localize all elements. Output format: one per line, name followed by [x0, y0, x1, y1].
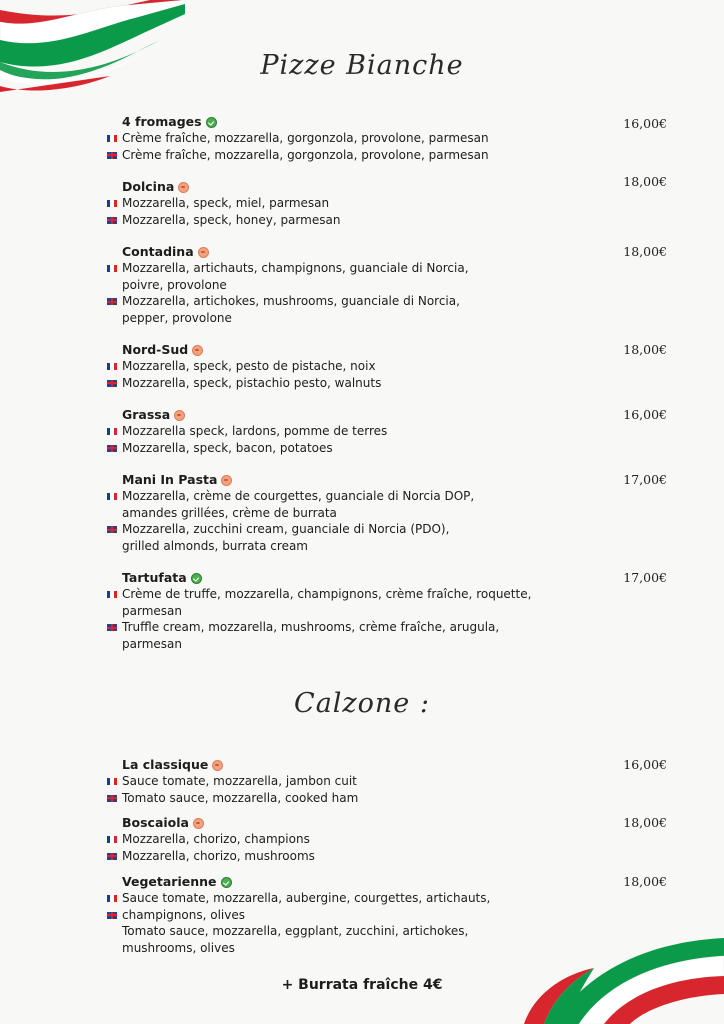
menu-item-price: 18,00€	[623, 815, 667, 830]
menu-item-description-text: Crème fraîche, mozzarella, gorgonzola, provolone, parmesan	[122, 131, 489, 145]
menu-item	[107, 244, 667, 326]
menu-item-name-text: Mani In Pasta	[122, 472, 218, 487]
menu-item-description	[107, 358, 542, 375]
vegetarian-icon	[221, 877, 232, 888]
menu-item-description-text: Mozzarella, crème de courgettes, guanciale di Norcia DOP, amandes grillées, crème de burrata	[122, 489, 475, 520]
pork-icon	[174, 410, 185, 421]
menu-item-price: 16,00€	[623, 407, 667, 422]
vegetarian-icon	[191, 573, 202, 584]
menu-item-description-text: Tomato sauce, mozzarella, eggplant, zucchini, artichokes, mushrooms, olives	[122, 924, 469, 955]
uk-flag-icon	[107, 298, 117, 305]
menu-item-name-text: Vegetarienne	[122, 874, 217, 889]
menu-item-description	[107, 130, 542, 147]
section-title-calzone: Calzone :	[294, 688, 430, 719]
menu-item-description-text: Tomato sauce, mozzarella, cooked ham	[122, 790, 359, 805]
menu-item-description-text: Mozzarella, speck, bacon, potatoes	[122, 440, 333, 455]
menu-item-price: 17,00€	[623, 472, 667, 487]
menu-item-name-text: Nord-Sud	[122, 342, 189, 357]
pork-icon	[221, 475, 232, 486]
menu-item-description	[107, 488, 482, 521]
menu-item-description	[107, 260, 507, 293]
french-flag-icon	[107, 200, 117, 207]
menu-item-description-text: Mozzarella, chorizo, champions	[122, 832, 310, 846]
menu-item	[107, 174, 667, 228]
menu-item-description-text: Sauce tomate, mozzarella, aubergine, courgettes, artichauts,	[122, 891, 491, 905]
menu-item-name-text: Tartufata	[122, 570, 187, 585]
menu-item	[107, 472, 667, 554]
menu-item-description-text: Mozzarella, artichokes, mushrooms, guanciale di Norcia, pepper, provolone	[122, 294, 460, 325]
menu-item-description	[107, 212, 542, 229]
menu-item-description	[107, 195, 542, 212]
menu-item-name	[122, 342, 667, 358]
menu-item	[107, 342, 667, 391]
menu-item-name-text: 4 fromages	[122, 114, 202, 129]
menu-item-name	[122, 244, 667, 260]
pork-icon	[198, 247, 209, 258]
uk-flag-icon	[107, 445, 117, 452]
menu-item-price: 18,00€	[623, 174, 667, 189]
menu-item-description-text: Mozzarella, artichauts, champignons, guanciale di Norcia, poivre, provolone	[122, 261, 469, 292]
menu-item-description-text: Truffle cream, mozzarella, mushrooms, crème fraîche, arugula, parmesan	[122, 620, 500, 651]
uk-flag-icon	[107, 380, 117, 387]
menu-item-name-text: Boscaiola	[122, 815, 189, 830]
french-flag-icon	[107, 363, 117, 370]
menu-item-description-text: Mozzarella, zucchini cream, guanciale di Norcia (PDO), grilled almonds, burrata cream	[122, 522, 450, 553]
menu-item	[107, 114, 667, 163]
menu-item	[107, 570, 667, 652]
french-flag-icon	[107, 265, 117, 272]
menu-item-name-text: La classique	[122, 757, 209, 772]
menu-item-name	[122, 407, 667, 423]
uk-flag-icon	[107, 217, 117, 224]
menu-item-name	[122, 757, 667, 773]
menu-item	[107, 757, 667, 806]
menu-item-name	[122, 179, 667, 195]
menu-item-description	[107, 375, 542, 392]
menu-item-description	[107, 586, 532, 619]
french-flag-icon	[107, 778, 117, 785]
menu-item-description	[107, 423, 542, 440]
menu-item-name	[122, 874, 667, 890]
menu-item-price: 18,00€	[623, 874, 667, 889]
menu-item-description	[107, 907, 502, 924]
french-flag-icon	[107, 895, 117, 902]
pork-icon	[192, 345, 203, 356]
menu-item-description-text: Crème de truffe, mozzarella, champignons, crème fraîche, roquette, parmesan	[122, 587, 532, 618]
menu-item-name	[122, 815, 667, 831]
menu-item-description-text: Mozzarella, chorizo, mushrooms	[122, 848, 315, 863]
menu-item-price: 17,00€	[623, 570, 667, 585]
vegetarian-icon	[206, 117, 217, 128]
footer-extra-note: + Burrata fraîche 4€	[281, 977, 443, 993]
french-flag-icon	[107, 836, 117, 843]
menu-item-description-text: Mozzarella, speck, pesto de pistache, noix	[122, 359, 376, 373]
menu-item-description-text: Mozzarella, speck, honey, parmesan	[122, 212, 341, 227]
uk-flag-icon	[107, 152, 117, 159]
pork-icon	[178, 182, 189, 193]
menu-item-name	[122, 472, 667, 488]
pork-icon	[212, 760, 223, 771]
menu-item-description-text: Mozzarella, speck, miel, parmesan	[122, 196, 330, 210]
menu-item-description	[107, 619, 532, 652]
menu-item-description-text: Mozzarella speck, lardons, pomme de terres	[122, 424, 388, 438]
uk-flag-icon	[107, 795, 117, 802]
menu-item-name-text: Dolcina	[122, 179, 175, 194]
menu-item-description-text: Sauce tomate, mozzarella, jambon cuit	[122, 774, 357, 788]
menu-item-price: 18,00€	[623, 342, 667, 357]
menu-item	[107, 407, 667, 456]
menu-item-price: 16,00€	[623, 757, 667, 772]
menu-item-description	[107, 848, 542, 865]
uk-flag-icon	[107, 526, 117, 533]
french-flag-icon	[107, 135, 117, 142]
uk-flag-icon	[107, 853, 117, 860]
menu-item-description	[107, 773, 542, 790]
menu-item-description-text: Mozzarella, speck, pistachio pesto, walnuts	[122, 375, 382, 390]
french-flag-icon	[107, 428, 117, 435]
french-flag-icon	[107, 591, 117, 598]
pork-icon	[193, 818, 204, 829]
menu-item	[107, 815, 667, 864]
menu-item-description	[107, 923, 502, 956]
menu-item-description	[107, 790, 542, 807]
menu-item-description	[107, 440, 542, 457]
menu-item-description	[107, 831, 542, 848]
menu-item-name	[122, 570, 667, 586]
menu-item-name-text: Grassa	[122, 407, 171, 422]
section-title-pizze-bianche: Pizze Bianche	[260, 50, 464, 81]
menu-item	[107, 874, 667, 956]
menu-item-description	[107, 890, 502, 907]
menu-item-price: 18,00€	[623, 244, 667, 259]
menu-item-description	[107, 293, 507, 326]
uk-flag-icon	[107, 912, 117, 919]
menu-item-description	[107, 147, 542, 164]
french-flag-icon	[107, 493, 117, 500]
menu-item-description-text: champignons, olives	[122, 907, 245, 922]
menu-item-description-text: Crème fraîche, mozzarella, gorgonzola, provolone, parmesan	[122, 147, 489, 162]
menu-item-name	[122, 114, 667, 130]
menu-item-name-text: Contadina	[122, 244, 194, 259]
uk-flag-icon	[107, 624, 117, 631]
menu-item-price: 16,00€	[623, 116, 667, 131]
menu-item-description	[107, 521, 482, 554]
